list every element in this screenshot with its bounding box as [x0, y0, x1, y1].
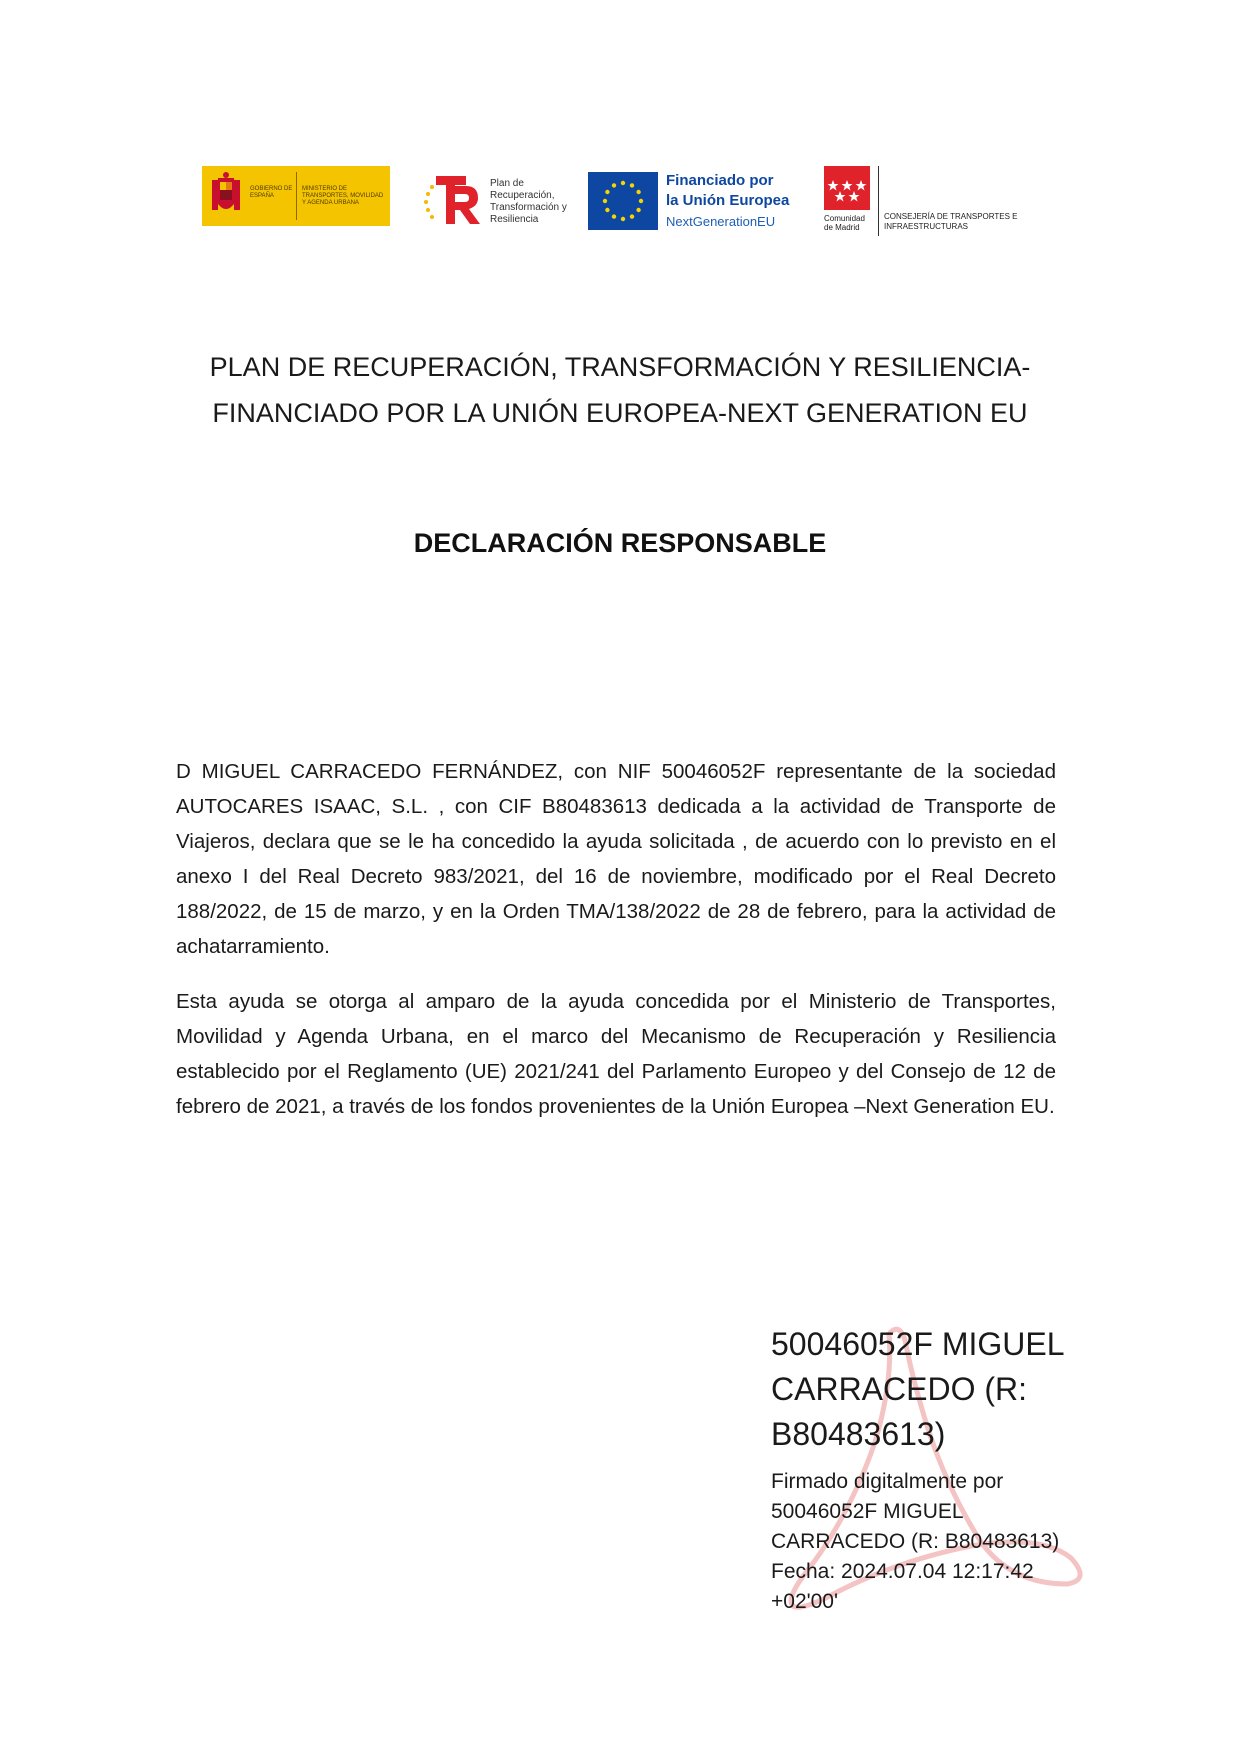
eu-union-label: la Unión Europea	[666, 192, 790, 209]
plan-title-line2: FINANCIADO POR LA UNIÓN EUROPEA-NEXT GENERATION EU	[212, 398, 1028, 428]
prtr-tr-mark-icon	[422, 172, 482, 228]
signer-name-line3: B80483613)	[771, 1416, 946, 1452]
signer-name-line1: 50046052F MIGUEL	[771, 1326, 1065, 1362]
signature-details	[771, 1467, 1101, 1617]
signature-detail-line3: CARRACEDO (R: B80483613)	[771, 1530, 1060, 1553]
gobierno-divider	[296, 172, 297, 220]
signature-detail-line1: Firmado digitalmente por	[771, 1470, 1004, 1493]
eu-financiado-label: Financiado por	[666, 172, 774, 189]
signature-timezone: +02'00'	[771, 1590, 838, 1613]
comunidad-madrid-label: Comunidad de Madrid	[824, 214, 865, 232]
prtr-label: Plan de Recuperación, Transformación y Resiliencia	[490, 178, 567, 225]
plan-title	[150, 344, 1090, 436]
signer-name-line2: CARRACEDO (R:	[771, 1371, 1028, 1407]
comunidad-madrid-logo	[824, 166, 1034, 232]
madrid-divider	[878, 166, 879, 236]
declaration-body	[176, 754, 1056, 1144]
declaration-heading: DECLARACIÓN RESPONSABLE	[413, 528, 827, 558]
ministerio-label: MINISTERIO DE TRANSPORTES, MOVILIDAD Y AGENDA URBANA	[302, 186, 384, 206]
body-paragraph-2: Esta ayuda se otorga al amparo de la ayuda concedida por el Ministerio de Transportes, Movilidad y Agenda Urbana, en el marco del Mecanismo de Recuperación y Resiliencia establecido por el Reglamento (UE) 2021/241 del Parlamento Europeo y del Consejo de 12 de febrero de 2021, a través de los fondos provenientes de la Unión Europea –Next Generation EU.	[176, 990, 1056, 1118]
signature-date: Fecha: 2024.07.04 12:17:42	[771, 1560, 1034, 1583]
signer-name	[771, 1322, 1101, 1457]
signature-detail-line2: 50046052F MIGUEL	[771, 1500, 964, 1523]
madrid-flag-icon	[824, 166, 870, 210]
gobierno-espana-logo	[202, 166, 390, 226]
spain-coat-of-arms-icon	[208, 170, 244, 220]
digital-signature-block	[771, 1322, 1101, 1617]
plan-title-line1: PLAN DE RECUPERACIÓN, TRANSFORMACIÓN Y RESILIENCIA-	[209, 352, 1031, 382]
gobierno-label: GOBIERNO DE ESPAÑA	[250, 186, 293, 199]
eu-nextgen-label: NextGenerationEU	[666, 214, 776, 229]
consejeria-label: CONSEJERÍA DE TRANSPORTES E INFRAESTRUCTURAS	[884, 212, 1018, 231]
body-paragraph-1: D MIGUEL CARRACEDO FERNÁNDEZ, con NIF 50046052F representante de la sociedad AUTOCARES ISAAC, S.L. , con CIF B80483613 dedicada a la actividad de Transporte de Viajeros, declara que se le ha concedido la ayuda solicitada , de acuerdo con lo previsto en el anexo I del Real Decreto 983/2021, del 16 de noviembre, modificado por el Real Decreto 188/2022, de 15 de marzo, y en la Orden TMA/138/2022 de 28 de febrero, para la actividad de achatarramiento.	[176, 760, 1056, 958]
prtr-logo	[422, 166, 572, 232]
eu-nextgen-logo	[588, 166, 788, 228]
eu-flag-icon	[588, 172, 658, 230]
